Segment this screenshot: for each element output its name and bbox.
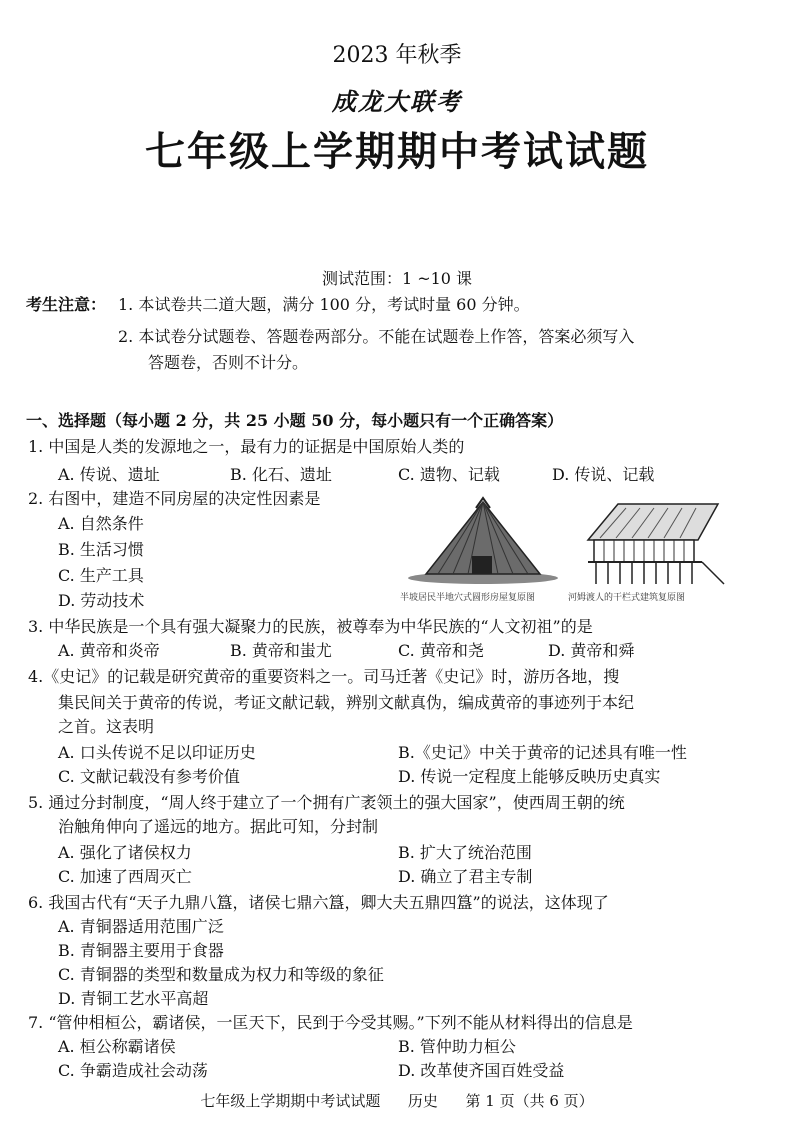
banpo-house-illustration	[398, 494, 568, 586]
q4-option-b: B.《史记》中关于黄帝的记述具有唯一性	[398, 743, 687, 762]
q5-option-d: D. 确立了君主专制	[398, 867, 533, 886]
hemudu-stilt-house-illustration	[578, 500, 728, 586]
footer-page-number: 第 1 页（共 6 页）	[465, 1092, 594, 1110]
q3-option-c: C. 黄帝和尧	[398, 641, 484, 660]
footer-subject: 历史	[407, 1092, 438, 1110]
q6-option-c: C. 青铜器的类型和数量成为权力和等级的象征	[58, 965, 384, 984]
q7-option-d: D. 改革使齐国百姓受益	[398, 1061, 565, 1080]
q7-option-b: B. 管仲助力桓公	[398, 1037, 516, 1056]
q4-stem-line-1: 4.《史记》的记载是研究黄帝的重要资料之一。司马迁著《史记》时，游历各地，搜	[28, 667, 620, 686]
banpo-caption: 半坡居民半地穴式圆形房屋复原图	[400, 593, 536, 603]
q4-stem-line-3: 之首。这表明	[58, 717, 155, 736]
exam-title: 七年级上学期期中考试试题	[145, 128, 649, 175]
q4-option-c: C. 文献记载没有参考价值	[58, 767, 240, 786]
q2-option-a: A. 自然条件	[58, 514, 144, 533]
q2-stem: 2. 右图中，建造不同房屋的决定性因素是	[28, 489, 321, 508]
q1-option-d: D. 传说、记载	[552, 465, 655, 484]
exam-season: 2023 年秋季	[332, 43, 462, 68]
notice-label: 考生注意：	[26, 295, 107, 314]
test-scope: 测试范围：1 ~10 课	[321, 269, 473, 288]
q6-stem: 6. 我国古代有“天子九鼎八簋，诸侯七鼎六簋，卿大夫五鼎四簋”的说法，这体现了	[28, 893, 609, 912]
q4-option-d: D. 传说一定程度上能够反映历史真实	[398, 767, 661, 786]
q2-option-c: C. 生产工具	[58, 566, 144, 585]
notice-item-2-cont: 答题卷，否则不计分。	[148, 353, 309, 372]
q5-stem-line-1: 5. 通过分封制度，“周人终于建立了一个拥有广袤领土的强大国家”，使西周王朝的统	[28, 793, 625, 812]
q6-option-d: D. 青铜工艺水平高超	[58, 989, 209, 1008]
q6-option-b: B. 青铜器主要用于食器	[58, 941, 224, 960]
q1-option-b: B. 化石、遗址	[230, 465, 332, 484]
q5-option-b: B. 扩大了统治范围	[398, 843, 532, 862]
q3-stem: 3. 中华民族是一个具有强大凝聚力的民族，被尊奉为中华民族的“人文初祖”的是	[28, 617, 593, 636]
q5-stem-line-2: 治触角伸向了遥远的地方。据此可知，分封制	[58, 817, 379, 836]
q7-option-a: A. 桓公称霸诸侯	[58, 1037, 176, 1056]
q7-stem: 7. “管仲相桓公，霸诸侯，一匡天下，民到于今受其赐。”下列不能从材料得出的信息是	[28, 1013, 633, 1032]
q3-option-a: A. 黄帝和炎帝	[58, 641, 160, 660]
q2-option-b: B. 生活习惯	[58, 540, 144, 559]
q5-option-a: A. 强化了诸侯权力	[58, 843, 192, 862]
page-footer	[0, 1090, 794, 1111]
hemudu-caption: 河姆渡人的干栏式建筑复原图	[568, 593, 686, 603]
q5-option-c: C. 加速了西周灭亡	[58, 867, 192, 886]
q1-option-c: C. 遗物、记载	[398, 465, 500, 484]
q3-option-b: B. 黄帝和蚩尤	[230, 641, 332, 660]
q6-option-a: A. 青铜器适用范围广泛	[58, 917, 224, 936]
q4-stem-line-2: 集民间关于黄帝的传说，考证文献记载，辨别文献真伪，编成黄帝的事迹列于本纪	[58, 693, 635, 712]
notice-item-1: 1. 本试卷共二道大题，满分 100 分，考试时量 60 分钟。	[118, 295, 530, 314]
exam-league-name: 成龙大联考	[332, 87, 462, 116]
q1-stem: 1. 中国是人类的发源地之一，最有力的证据是中国原始人类的	[28, 437, 465, 456]
q1-option-a: A. 传说、遗址	[58, 465, 160, 484]
notice-item-2: 2. 本试卷分试题卷、答题卷两部分。不能在试题卷上作答，答案必须写入	[118, 327, 635, 346]
q7-option-c: C. 争霸造成社会动荡	[58, 1061, 208, 1080]
q4-option-a: A. 口头传说不足以印证历史	[58, 743, 256, 762]
footer-title: 七年级上学期期中考试试题	[200, 1092, 381, 1110]
q3-option-d: D. 黄帝和舜	[548, 641, 635, 660]
q2-option-d: D. 劳动技术	[58, 591, 145, 610]
section-heading: 一、选择题（每小题 2 分，共 25 小题 50 分，每小题只有一个正确答案）	[26, 411, 564, 430]
